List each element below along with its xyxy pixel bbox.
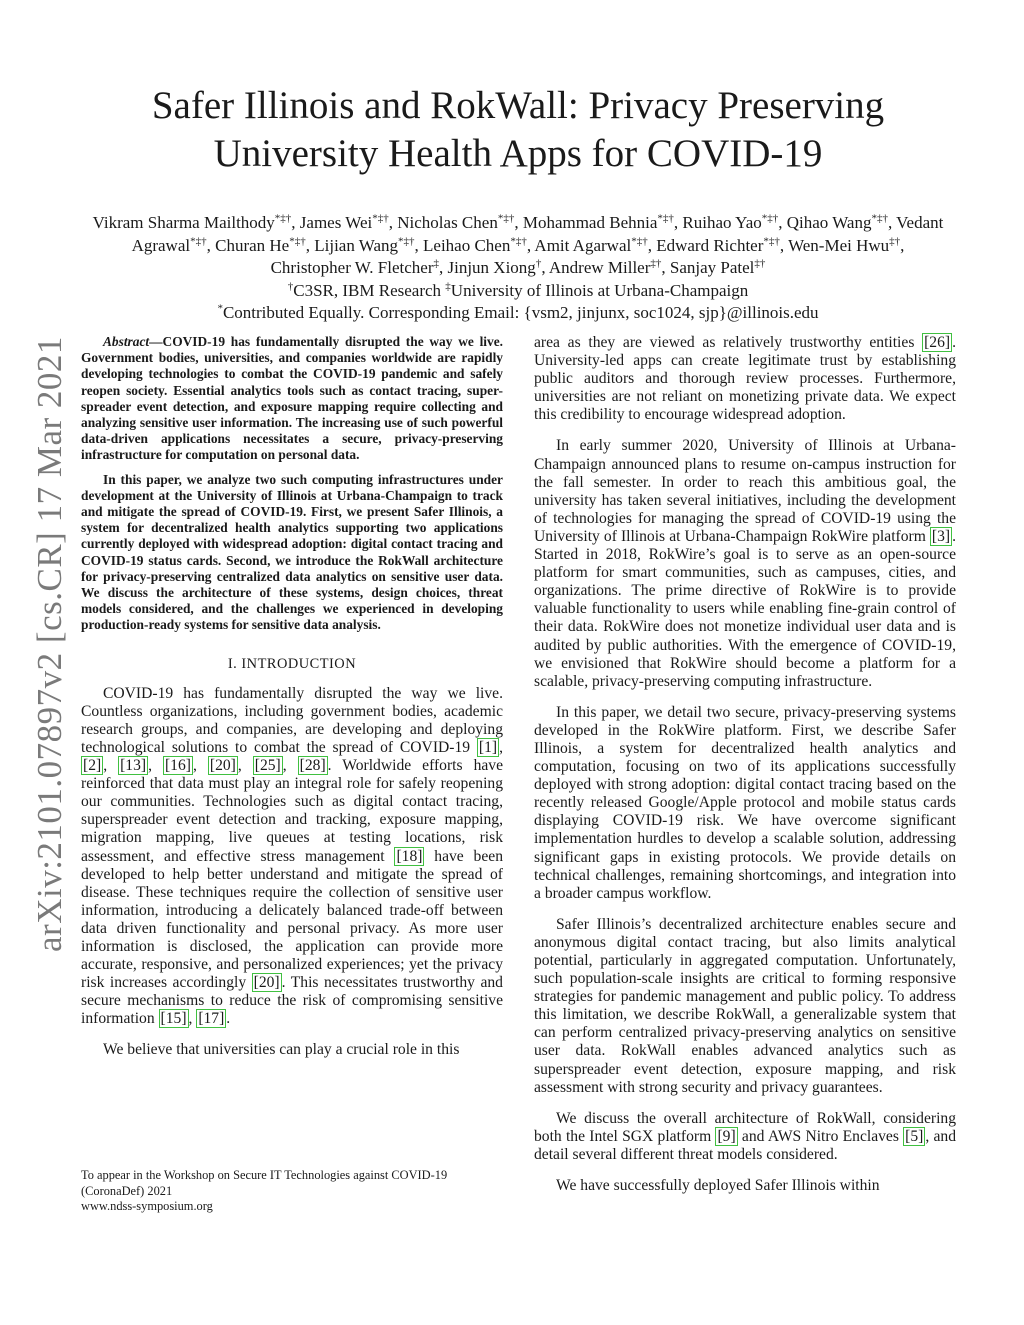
citation-link[interactable]: [20]	[253, 974, 280, 992]
abstract: Abstract—COVID-19 has fundamentally disrupted the way we live. Government bodies, universities, and companies worldwide are rapidly developing technologies to combat the COVID-19 pandemic and safely reopen society. Essential analytics tools such as contact tracing, super-spreader event detection, and exposure mapping require collecting and analyzing sensitive user information. The increasing use of such powerful data-driven applications necessitates a secure, privacy-preserving infrastructure for computation on personal data. In this paper, we analyze two such computing infrastructures under development at the University of Illinois at Urbana-Champaign to track and mitigate the spread of COVID-19. First, we present Safer Illinois, a system for decentralized health analytics supporting two applications currently deployed with widespread adoption: digital contact tracing and COVID-19 status cards. Second, we introduce the RokWall architecture for privacy-preserving centralized data analytics on sensitive user data. We discuss the architecture of these systems, design choices, threat models considered, and the challenges we experienced in developing production-ready systems for sensitive data analysis.	[81, 334, 503, 633]
left-column	[81, 334, 503, 1060]
citation-link[interactable]: [25]	[254, 757, 281, 775]
right-column: area as they are viewed as relatively trustworthy entities [26] . University-led apps can create legitimate trust by establishing public auditors and thorough review processes. Furthermore, universities are not reliant on monetizing private data. We expect this credibility to encourage widespread adoption. In early summer 2020, University of Illinois at Urbana-Champaign announced plans to resume on-campus instruction for the fall semester. In order to reach this ambitious goal, the university has taken several initiatives, including the development of technologies for managing the spread of COVID-19 using the University of Illinois at Urbana-Champaign RokWire platform [3] . Started in 2018, RokWire’s goal is to serve as an open-source platform for smart communities, such as campuses, cities, and organizations. The prime directive of RokWire is to provide valuable functionality to users while enabling fine-grain control of their data. RokWire does not monetize individual user data and is audited by public authorities. With the emergence of COVID-19, we envisioned that RokWire should become a platform for a scalable, privacy-preserving computing infrastructure. In this paper, we detail two secure, privacy-preserving systems developed in the RokWire platform. First, we describe Safer Illinois, a system for decentralized health analytics and computation, focusing on two of its applications successfully deployed with strong adoption: digital contact tracing based on the recently released Google/Apple protocol and mobile status cards displaying COVID-19 risk. We have overcome significant implementation hurdles to develop a scalable solution, addressing significant gaps in existing protocols. We provide details on technical challenges, remaining shortcomings, and integration into a broader campus workflow. Safer Illinois’s decentralized architecture enables secure and anonymous digital contact tracing, but also limits analytical potential, particularly in aggregated computation. Unfortunately, such population-scale insights are critical to forming responsive strategies for pandemic management and public policy. To address this limitation, we describe RokWall, a generalizable system that can perform centralized privacy-preserving analytics on sensitive user data. RokWall enables advanced analytics such as superspreader event detection, exposure mapping, and risk assessment with strong security and privacy guarantees. We discuss the overall architecture of RokWall, considering both the Intel SGX platform [9] and AWS Nitro Enclaves [5] , and detail several different threat models considered. We have successfully deployed Safer Illinois within	[534, 334, 957, 1195]
citation-link[interactable]: [17]	[198, 1010, 225, 1028]
contact-line: *Contributed Equally. Corresponding Email: {vsm2, jinjunx, soc1024, sjp}@illinois.edu	[217, 302, 819, 322]
citation-link[interactable]: [13]	[120, 757, 147, 775]
citation-link[interactable]: [15]	[160, 1010, 187, 1028]
affiliations: †C3SR, IBM Research ‡University of Illinois at Urbana-Champaign	[287, 279, 749, 300]
citation-link[interactable]: [26]	[924, 334, 951, 351]
citation-link[interactable]: [9]	[717, 1127, 736, 1145]
citation-link[interactable]: [2]	[83, 757, 102, 775]
citation-link[interactable]: [3]	[931, 527, 951, 545]
citation-link[interactable]: [1]	[478, 738, 498, 756]
intro-text-left: COVID-19 has fundamentally disrupted the way we live. Countless organizations, including government bodies, academic research groups, and companies, are developing and deploying technological solutions to combat the spread of COVID-19 [1] , [2] , [13] , [16] , [20] , [25] , [28] . Worldwide efforts have reinforced that data must play an integral role for safely reopening our communities. Technologies such as digital contact tracing, superspreader event detection and tracking, exposure mapping, migration mapping, live queues at testing locations, risk assessment, and effective stress management [18] have been developed to help better understand and mitigate the spread of disease. These techniques require the collection of sensitive user information, introducing a delicately balanced trade-off between data driven functionality and personal privacy. As more user information is disclosed, the application can provide more accurate, responsive, and personalized experiences; yet the privacy risk increases accordingly [20] . This necessitates trustworthy and secure mechanisms to reduce the risk of compromising sensitive information [15] , [17] . We believe that universities can play a crucial role in this	[81, 684, 504, 1059]
citation-link[interactable]: [5]	[905, 1127, 924, 1145]
section-heading-introduction: I. INTRODUCTION	[227, 655, 357, 672]
citation-link[interactable]: [16]	[164, 757, 191, 775]
author-block	[90, 212, 946, 325]
citation-link[interactable]: [28]	[299, 757, 326, 775]
paper-title: Safer Illinois and RokWall: Privacy Preserving University Health Apps for COVID-19	[151, 84, 885, 175]
abstract-label: Abstract	[103, 334, 150, 349]
citation-link[interactable]: [20]	[209, 757, 236, 775]
arxiv-stamp: arXiv:2101.07897v2 [cs.CR] 17 Mar 2021	[30, 336, 69, 952]
footnote: To appear in the Workshop on Secure IT Technologies against COVID-19 (CoronaDef) 2021 www.ndss-symposium.org	[81, 1168, 448, 1213]
citation-link[interactable]: [18]	[396, 847, 423, 865]
author-list: Vikram Sharma Mailthody*‡†, James Wei*‡†, Nicholas Chen*‡†, Mohammad Behnia*‡†, Ruihao Yao*‡†, Qihao Wang*‡†, Vedant Agrawal*‡†, Churan He*‡†, Lijian Wang*‡†, Leihao Chen*‡†, Amit Agarwal*‡†, Edward Richter*‡†, Wen-Mei Hwu‡†, Christopher W. Fletcher‡, Jinjun Xiong†, Andrew Miller‡†, Sanjay Patel‡†	[92, 212, 944, 277]
